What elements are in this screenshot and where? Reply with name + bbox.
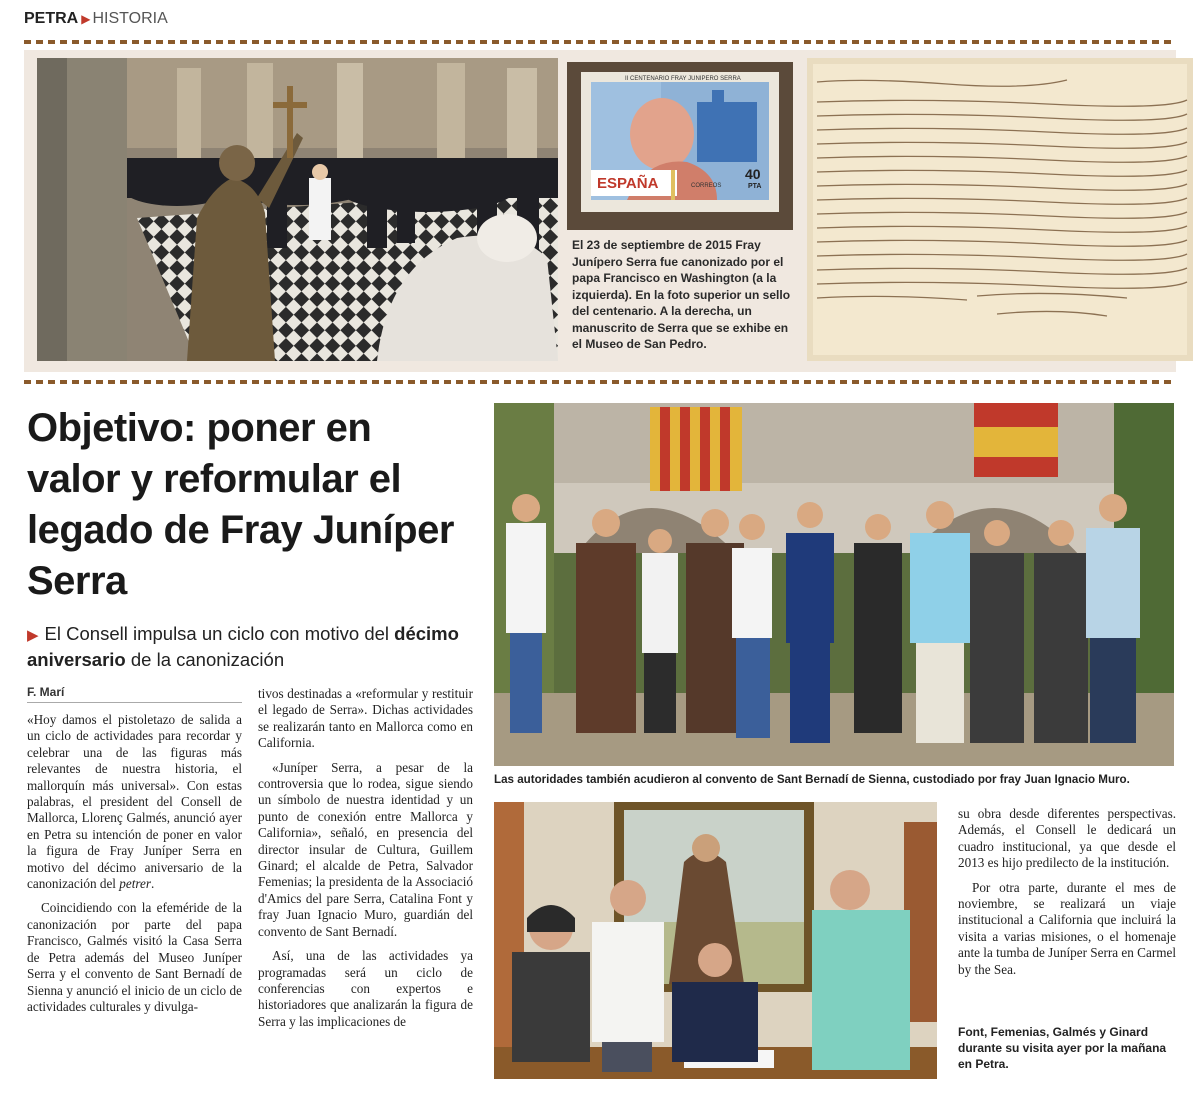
article-column-1 <box>27 712 242 1015</box>
italic-word: petrer <box>119 876 152 892</box>
stamp-photo <box>567 62 793 230</box>
subhead-text-post: de la canonización <box>125 649 285 670</box>
subhead-text-strong: décimo aniversario <box>27 623 459 670</box>
triangle-icon: ▶ <box>81 12 91 26</box>
byline: F. Marí <box>27 685 65 699</box>
subhead-text-pre: El Consell impulsa un ciclo con motivo del <box>44 623 395 644</box>
byline-rule <box>27 702 242 703</box>
article-column-3 <box>958 806 1176 978</box>
stamp-value: 40 <box>745 166 761 182</box>
canonization-photo <box>37 58 558 361</box>
triangle-icon: ▶ <box>27 627 39 644</box>
paragraph: su obra desde diferentes perspectivas. Además, el Consell le dedicará un cuadro institucional, ya que desde el 2013 es hijo predilecto de la institución. <box>958 806 1176 871</box>
paragraph: «Hoy damos el pistoletazo de salida a un ciclo de actividades para recordar y celebrar una de las figuras más relevantes de nuestra historia, el mallorquín más universal». Con estas palabras, el president del Consell de Mallorca, Llorenç Galmés, anunció ayer en Petra su intención de poner en valor la figura de Fray Juníper Serra en motivo del décimo aniversario de la canonización del petrer. <box>27 712 242 892</box>
top-divider <box>24 40 1176 44</box>
section-subsection: HISTORIA <box>92 10 168 27</box>
paragraph: tivos destinadas a «reformular y restituir el legado de Serra». Dichas actividades se realizarán tanto en Mallorca como en California. <box>258 686 473 751</box>
manuscript-photo <box>807 58 1193 361</box>
middle-divider <box>24 380 1176 384</box>
paragraph: «Juníper Serra, a pesar de la controversia que lo rodea, sigue siendo un símbolo de nuestra identidad y un punto de conexión entre Mallorca y California», señaló, en presencia del director insular de Cultura, Guillem Ginard; el alcalde de Petra, Salvador Femenias; la presidenta de la Associació d'Amics del pare Serra, Catalina Font y fray Juan Ignacio Muro, guardián del convento de Sant Bernadí. <box>258 759 473 939</box>
paragraph: Así, una de las actividades ya programadas será un ciclo de conferencias con expertos e historiadores que analizarán la figura de Serra y las implicaciones de <box>258 948 473 1029</box>
paragraph-text: «Hoy damos el pistoletazo de salida a un ciclo de actividades para recordar y celebrar una de las figuras más relevantes de nuestra historia, el mallorquín más universal». Con estas palabras, el president del Consell de Mallorca, Llorenç Galmés, anunció ayer en Petra su intención de poner en valor la figura de Fray Juníper Serra en motivo del décimo aniversario de la canonización del <box>27 712 242 892</box>
paragraph: Coincidiendo con la efeméride de la canonización por parte del papa Francisco, Galmés visitó la Casa Serra de Petra además del Museo Juníper Serra y el convento de Sant Bernadí de Sienna y anunció el inicio de un ciclo de actividades culturales y divulga- <box>27 900 242 1014</box>
group-photo <box>494 403 1174 766</box>
stamp-header: II CENTENARIO FRAY JUNIPERO SERRA <box>625 76 741 82</box>
group-photo-caption: Las autoridades también acudieron al convento de Sant Bernadí de Sienna, custodiado por fray Juan Ignacio Muro. <box>494 773 1130 786</box>
signing-photo-caption: Font, Femenias, Galmés y Ginard durante su visita ayer por la mañana en Petra. <box>958 1025 1167 1071</box>
signing-photo <box>494 802 937 1079</box>
article-column-2 <box>258 686 473 1030</box>
subheadline <box>27 622 477 672</box>
stamp-unit: PTA <box>748 183 762 190</box>
section-name: PETRA <box>24 10 79 27</box>
headline: Objetivo: poner en valor y reformular el legado de Fray Juníper Serra <box>27 406 454 603</box>
stamp-mark: CORREOS <box>691 183 722 189</box>
top-photo-caption: El 23 de septiembre de 2015 Fray Junípero Serra fue canonizado por el papa Francisco en Washington (a la izquierda). En la foto superior un sello del centenario. A la derecha, un manuscrito de Serra que se exhibe en el Museo de San Pedro. <box>572 238 791 351</box>
stamp-country: ESPAÑA <box>597 175 659 192</box>
section-header <box>24 8 168 30</box>
paragraph: Por otra parte, durante el mes de noviembre, se realizará un viaje institucional a California que incluirá la visita a varias misiones, o el homenaje ante la tumba de Juníper Serra en Carmel by the Sea. <box>958 879 1176 977</box>
